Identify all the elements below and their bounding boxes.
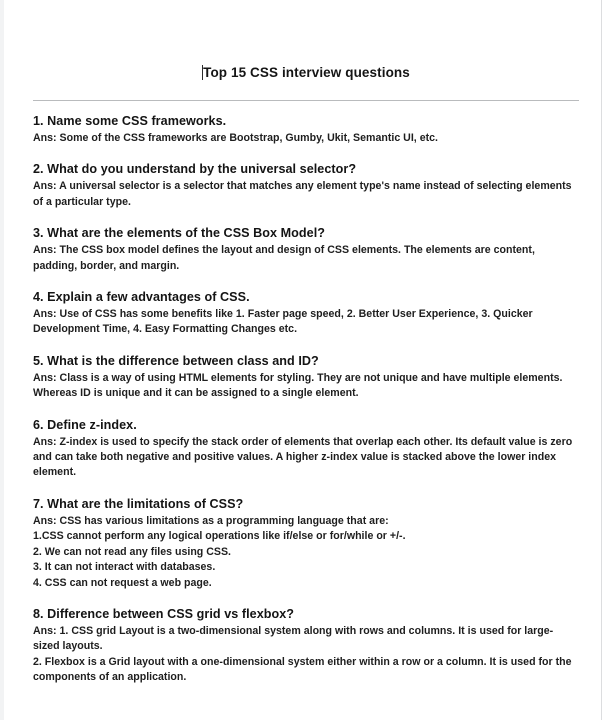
answer-line: 4. CSS can not request a web page. — [33, 576, 212, 589]
qa-item — [33, 496, 579, 591]
answer-line: Ans: Some of the CSS frameworks are Bootstrap, Gumby, Ukit, Semantic UI, etc. — [33, 132, 438, 144]
question-heading: 2. What do you understand by the universal selector? — [33, 162, 357, 177]
title-divider — [33, 100, 579, 101]
qa-item — [33, 225, 579, 274]
qa-item — [33, 161, 579, 210]
answer-line: Ans: CSS has various limitations as a programming language that are: — [33, 514, 389, 527]
document-title-row — [33, 0, 579, 86]
document-body[interactable] — [33, 0, 579, 686]
answer-line: Ans: Use of CSS has some benefits like 1. Faster page speed, 2. Better User Experience, 3. Quicker Development Time, 4. Easy Formatting Changes etc. — [33, 308, 533, 336]
answer-line: 2. We can not read any files using CSS. — [33, 545, 231, 558]
right-page-gutter — [602, 0, 613, 720]
qa-item — [33, 606, 579, 686]
answer-text — [33, 243, 576, 274]
question-heading: 6. Define z-index. — [33, 417, 137, 432]
answer-text — [33, 307, 576, 338]
question-heading: 4. Explain a few advantages of CSS. — [33, 290, 250, 305]
qa-item — [33, 289, 579, 338]
answer-text — [33, 435, 576, 481]
answer-line: Ans: A universal selector is a selector that matches any element type's name instead of selecting elements of a particular type. — [33, 180, 572, 208]
question-heading: 7. What are the limitations of CSS? — [33, 496, 244, 511]
answer-line: Ans: Z-index is used to specify the stack order of elements that overlap each other. Its default value is zero and can take both negative and positive values. A higher z-index value is stacked above the lower index element. — [33, 435, 573, 479]
answer-text — [33, 371, 576, 402]
question-heading: 5. What is the difference between class and ID? — [33, 353, 319, 368]
qa-item — [33, 353, 579, 402]
answer-line: Ans: Class is a way of using HTML elements for styling. They are not unique and have multiple elements. Whereas ID is unique and it can be assigned to a single element. — [33, 371, 563, 400]
answer-line: Ans: 1. CSS grid Layout is a two-dimensional system along with rows and columns. It is used for large-sized layouts. — [33, 624, 554, 653]
answer-text — [33, 624, 576, 686]
qa-item — [33, 113, 579, 146]
answer-text — [33, 179, 576, 210]
page-title[interactable] — [202, 65, 410, 81]
question-heading: 3. What are the elements of the CSS Box Model? — [33, 226, 326, 241]
answer-line: 1.CSS cannot perform any logical operations like if/else or for/while or +/-. — [33, 530, 406, 543]
answer-line: Ans: The CSS box model defines the layout and design of CSS elements. The elements are content, padding, border, and margin. — [33, 244, 535, 272]
answer-text — [33, 514, 576, 591]
question-heading: 8. Difference between CSS grid vs flexbox? — [33, 606, 295, 621]
qa-item — [33, 417, 579, 481]
question-heading: 1. Name some CSS frameworks. — [33, 114, 227, 128]
page-title-text: Top 15 CSS interview questions — [203, 65, 410, 80]
document-page[interactable] — [4, 0, 601, 720]
answer-line: 3. It can not interact with databases. — [33, 561, 216, 574]
answer-line: 2. Flexbox is a Grid layout with a one-dimensional system either within a row or a column. It is used for the components of an application. — [33, 655, 572, 684]
qa-list — [33, 113, 579, 686]
answer-text — [33, 131, 576, 146]
